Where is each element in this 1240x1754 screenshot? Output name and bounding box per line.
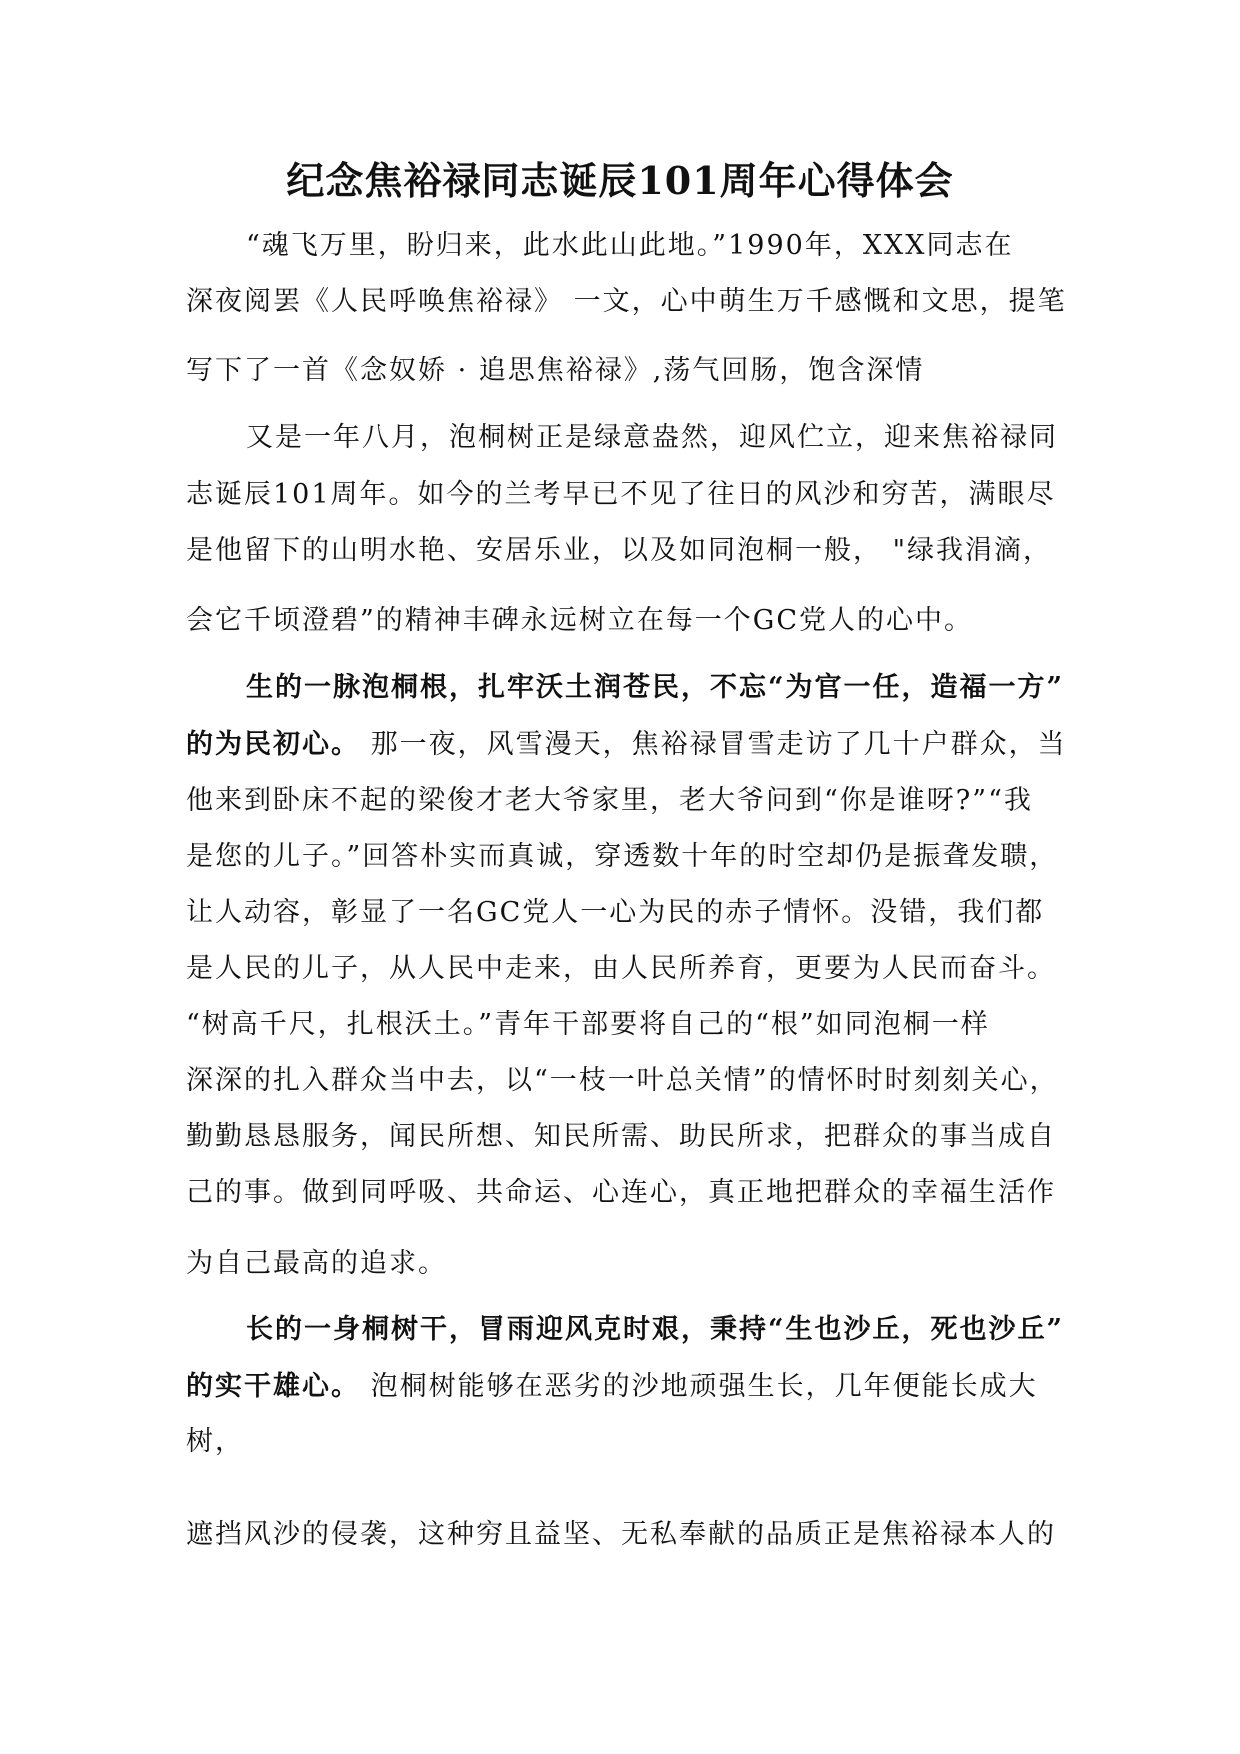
paragraph-3-line-2-text: 那一夜，风雪漫天，焦裕禄冒雪走访了几十户群众，当 xyxy=(360,729,1067,760)
paragraph-4-line-2-text: 泡桐树能够在恶劣的沙地顽强生长，几年便能长成大 xyxy=(360,1371,1038,1402)
paragraph-2-line-4: 会它千顷澄碧”的精神丰碑永远树立在每一个GC党人的心中。 xyxy=(186,605,974,636)
paragraph-3-line-8: 深深的扎入群众当中去，以“一枝一叶总关情”的情怀时时刻刻关心， xyxy=(186,1065,1059,1096)
paragraph-2-line-3: 是他留下的山明水艳、安居乐业，以及如同泡桐一般， "绿我涓滴， xyxy=(186,535,1053,566)
paragraph-3-heading: 生的一脉泡桐根，扎牢沃土润苍民，不忘“为官一任，造福一方” xyxy=(246,672,1065,703)
paragraph-3-line-3: 他来到卧床不起的梁俊才老大爷家里，老大爷问到“你是谁呀?”“我 xyxy=(186,785,1033,816)
paragraph-1-line-1: “魂飞万里，盼归来，此水此山此地。”1990年，XXX同志在 xyxy=(246,230,1014,261)
paragraph-3-line-11: 为自己最高的追求。 xyxy=(186,1248,447,1279)
paragraph-3-line-6: 是人民的儿子，从人民中走来，由人民所养育，更要为人民而奋斗。 xyxy=(186,953,1056,984)
paragraph-4-heading: 长的一身桐树干，冒雨迎风克时艰，秉持“生也沙丘，死也沙丘” xyxy=(246,1314,1065,1345)
paragraph-4-heading-end: 的实干雄心。 xyxy=(186,1371,360,1402)
paragraph-4-line-4: 遮挡风沙的侵袭，这种穷且益坚、无私奉献的品质正是焦裕禄本人的 xyxy=(186,1519,1056,1550)
paragraph-4-line-2 xyxy=(186,1367,1038,1407)
paragraph-3-line-5: 让人动容，彰显了一名GC党人一心为民的赤子情怀。没错，我们都 xyxy=(186,897,1045,928)
paragraph-4-line-1 xyxy=(246,1310,1064,1350)
paragraph-1-line-3: 写下了一首《念奴娇 · 追思焦裕禄》,荡气回肠，饱含深情 xyxy=(186,355,925,386)
paragraph-3-line-2 xyxy=(186,725,1067,765)
paragraph-3-line-9: 勤勤恳恳服务，闻民所想、知民所需、助民所求，把群众的事当成自 xyxy=(186,1121,1056,1152)
paragraph-2-line-2: 志诞辰101周年。如今的兰考早已不见了往日的风沙和穷苦，满眼尽 xyxy=(186,479,1056,510)
document-title: 纪念焦裕禄同志诞辰101周年心得体会 xyxy=(286,158,954,203)
paragraph-3-line-7: “树高千尺，扎根沃土。”青年干部要将自己的“根”如同泡桐一样 xyxy=(186,1009,990,1040)
paragraph-3-line-10: 己的事。做到同呼吸、共命运、心连心，真正地把群众的幸福生活作 xyxy=(186,1177,1056,1208)
paragraph-1-line-2: 深夜阅罢《人民呼唤焦裕禄》 一文，心中萌生万千感慨和文思，提笔 xyxy=(186,286,1067,317)
paragraph-3-line-1 xyxy=(246,668,1064,708)
paragraph-3-line-4: 是您的儿子。”回答朴实而真诚，穿透数十年的时空却仍是振聋发聩， xyxy=(186,841,1059,872)
paragraph-4-line-3: 树， xyxy=(186,1426,244,1457)
paragraph-3-heading-end: 的为民初心。 xyxy=(186,729,360,760)
paragraph-2-line-1: 又是一年八月，泡桐树正是绿意盎然，迎风伫立，迎来焦裕禄同 xyxy=(246,422,1058,453)
